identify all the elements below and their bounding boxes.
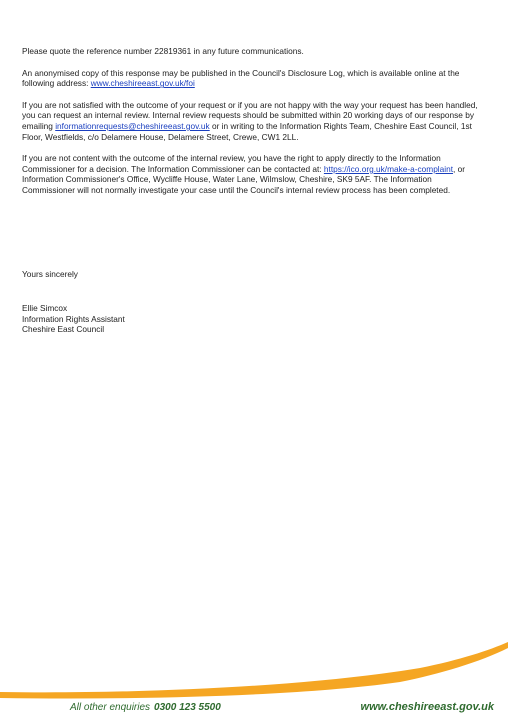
footer-swoosh (0, 630, 508, 700)
commissioner-paragraph (22, 153, 478, 195)
signatory-role: Information Rights Assistant (22, 313, 125, 324)
commissioner-text-start: If you are not content with the outcome of the internal review, you have the right to apply directly to the Information Commissioner for a decision. The Information Commissioner can be contacted at: (22, 153, 441, 174)
letter-body (22, 46, 478, 207)
commissioner-text-end: , or Information Commissioner's Office, Wycliffe House, Water Lane, Wilmslow, Cheshire, SK9 5AF. The Information Commissioner will not normally investigate your case until the Council's internal review process has been completed. (22, 163, 466, 195)
review-text-end: or in writing to the Information Rights Team, Cheshire East Council, 1st Floor, Westfields, c/o Delamere House, Delamere Street, Crewe, CW1 2LL. (22, 120, 472, 142)
enquiries-phone: 0300 123 5500 (154, 702, 221, 713)
information-requests-email-link[interactable]: informationrequests@cheshireeast.gov.uk (55, 120, 210, 131)
reference-paragraph (22, 46, 478, 57)
signatory-organisation: Cheshire East Council (22, 324, 105, 335)
signatory-name: Ellie Simcox (22, 303, 68, 313)
enquiries-label: All other enquiries (70, 702, 151, 713)
signature-block (22, 303, 125, 335)
disclosure-text: An anonymised copy of this response may be published in the Council's Disclosure Log, which is available online at the following address: (22, 67, 460, 89)
footer-website: www.cheshireeast.gov.uk (360, 701, 494, 713)
footer-enquiries (70, 702, 221, 713)
reference-text: Please quote the reference number 22819361 in any future communications. (22, 46, 304, 56)
ico-complaint-link[interactable]: https://ico.org.uk/make-a-complaint (323, 163, 454, 174)
orange-swoosh-shape (0, 642, 508, 698)
review-text-start: If you are not satisfied with the outcome of your request or if you are not happy with the way your request has been handled, you can request an internal review. Internal review requests should be submitted within 20 working days of our response by emailing (22, 99, 478, 131)
review-paragraph (22, 100, 478, 142)
disclosure-paragraph (22, 68, 478, 89)
closing-line: Yours sincerely (22, 269, 78, 279)
foi-link[interactable]: www.cheshireeast.gov.uk/foi (90, 78, 195, 89)
